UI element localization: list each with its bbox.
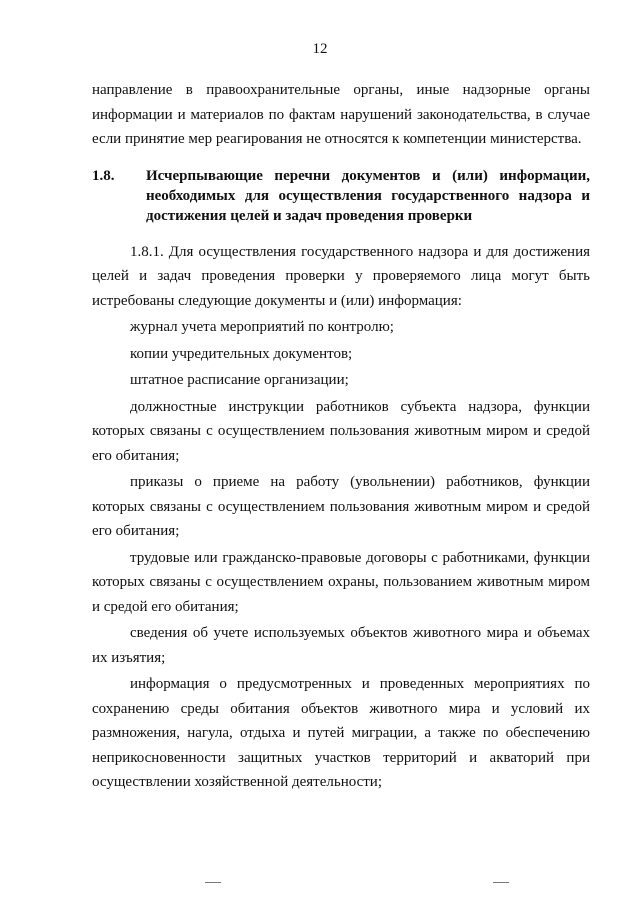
paragraph-1-8-1: 1.8.1. Для осуществления государственного надзора и для достижения целей и задач проведения проверки у проверяемого лица могут быть истребованы следующие документы и (или) информация:	[92, 243, 590, 309]
scan-mark	[493, 882, 509, 883]
page-number: 12	[312, 41, 328, 57]
intro-paragraph: направление в правоохранительные органы, иные надзорные органы информации и материалов по фактам нарушений законодательства, в случае если принятие мер реагирования не относятся к компетенции министерства.	[92, 82, 590, 147]
list-item: трудовые или гражданско-правовые договоры с работниками, функции которых связаны с осуществлением охраны, пользованием животным миром и средой его обитания;	[92, 549, 590, 615]
list-item: копии учредительных документов;	[130, 345, 353, 362]
document-body	[92, 78, 590, 797]
list-item: должностные инструкции работников субъекта надзора, функции которых связаны с осуществлением пользования животным миром и средой его обитания;	[92, 398, 590, 464]
scan-mark	[205, 882, 221, 883]
list-item: штатное расписание организации;	[130, 372, 349, 388]
list-item: сведения об учете используемых объектов животного мира и объемах их изъятия;	[92, 625, 590, 666]
section-heading	[92, 166, 590, 226]
list-item: приказы о приеме на работу (увольнении) работников, функции которых связаны с осуществлением пользования животным миром и средой его обитания;	[92, 474, 590, 539]
section-heading-number: 1.8.	[92, 167, 115, 184]
section-heading-text: Исчерпывающие перечни документов и (или) информации, необходимых для осуществления государственного надзора и достижения целей и задач проведения проверки	[146, 167, 590, 224]
list-item: журнал учета мероприятий по контролю;	[130, 319, 394, 335]
list-item: информация о предусмотренных и проведенных мероприятиях по сохранению среды обитания объектов животного мира и условий их размножения, нагула, отдыха и путей миграции, а также по обеспечению неприкосновенности защитных участков территорий и акваторий при осуществлении хозяйственной деятельности;	[92, 676, 590, 790]
